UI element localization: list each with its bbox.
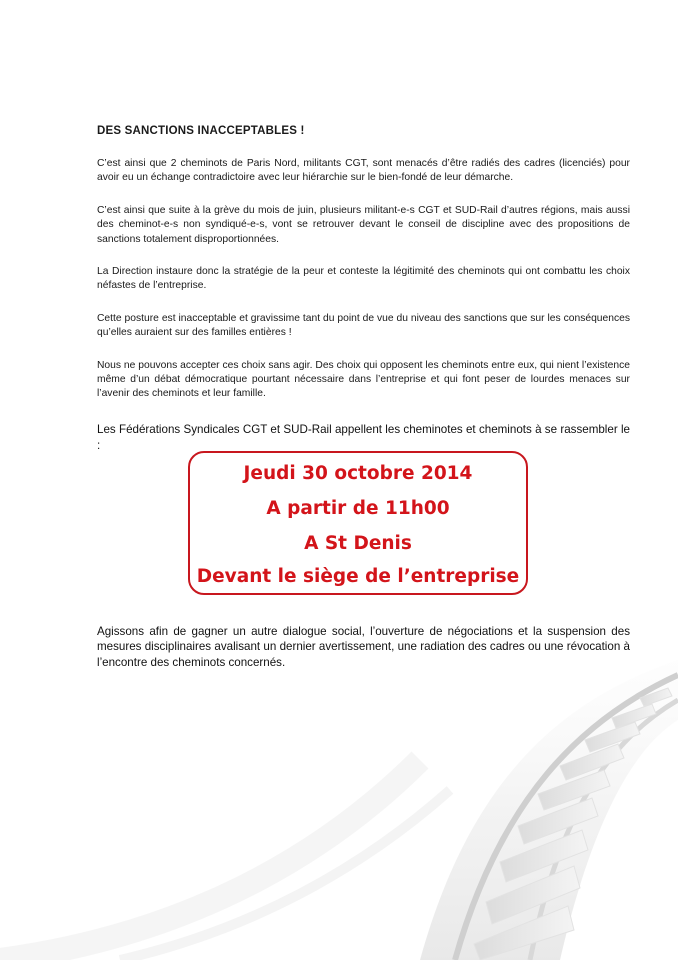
call-to-action: Les Fédérations Syndicales CGT et SUD-Rail appellent les cheminotes et cheminots à se rassembler le : bbox=[97, 422, 630, 452]
railway-track-graphic bbox=[0, 640, 678, 960]
event-location: Devant le siège de l’entreprise bbox=[196, 566, 520, 587]
event-place: A St Denis bbox=[304, 533, 412, 554]
paragraph-cannot-accept: Nous ne pouvons accepter ces choix sans agir. Des choix qui opposent les cheminots entre eux, qui nient l’existence même d’un débat démocratique pourtant nécessaire dans l’entreprise et qui font peser de lourdes menaces sur l’avenir des cheminots et leur famille. bbox=[97, 359, 630, 400]
closing-paragraph: Agissons afin de gagner un autre dialogue social, l’ouverture de négociations et la suspension des mesures disciplinaires avalisant un dernier avertissement, une radiation des cadres ou une révocation à l’encontre des cheminots concernés. bbox=[97, 624, 630, 669]
event-time: A partir de 11h00 bbox=[266, 498, 450, 519]
event-date: Jeudi 30 octobre 2014 bbox=[243, 463, 473, 484]
paragraph-posture-unacceptable: Cette posture est inacceptable et gravissime tant du point de vue du niveau des sanctions que sur les conséquences qu’elles auraient sur des familles entières ! bbox=[97, 312, 630, 339]
paragraph-strategy-fear: La Direction instaure donc la stratégie de la peur et conteste la légitimité des cheminots qui ont combattu les choix néfastes de l’entreprise. bbox=[97, 266, 630, 292]
document-body bbox=[97, 124, 630, 454]
paragraph-sanctions-paris-nord: C’est ainsi que 2 cheminots de Paris Nord, militants CGT, sont menacés d’être radiés des cadres (licenciés) pour avoir eu un échange contradictoire avec leur hiérarchie sur le bien-fondé de leur démarche. bbox=[97, 158, 630, 184]
document-heading: DES SANCTIONS INACCEPTABLES ! bbox=[97, 125, 305, 137]
event-details-box bbox=[188, 451, 528, 595]
paragraph-strike-june: C’est ainsi que suite à la grève du mois de juin, plusieurs militant-e-s CGT et SUD-Rail d’autres régions, mais aussi des cheminot-e-s non syndiqué-e-s, vont se retrouver devant le conseil de discipline avec des propositions de sanctions totalement disproportionnées. bbox=[97, 204, 630, 245]
